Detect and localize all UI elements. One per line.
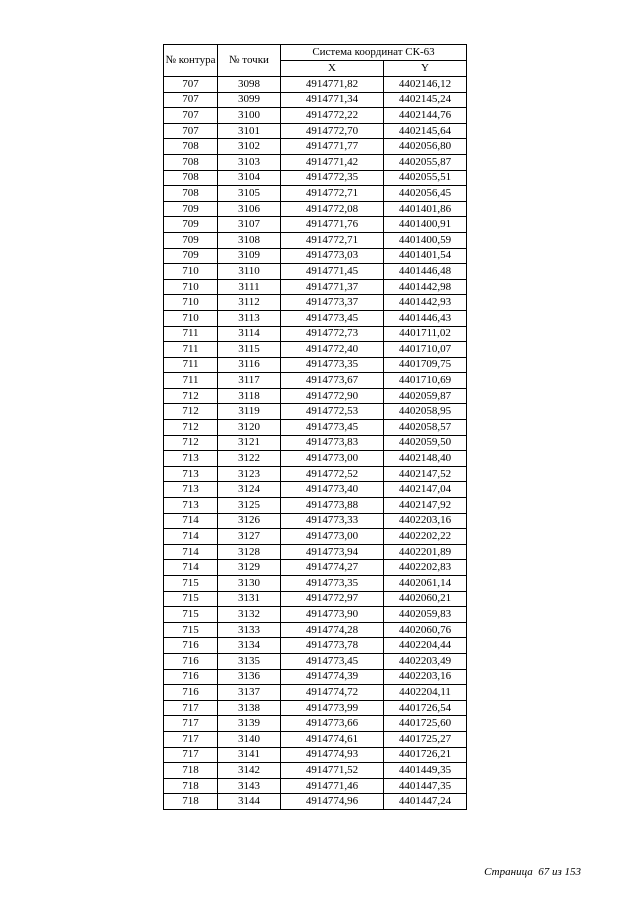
cell-point-no: 3112	[218, 295, 281, 311]
cell-point-no: 3103	[218, 154, 281, 170]
table-row	[164, 154, 467, 170]
cell-point-no: 3107	[218, 217, 281, 233]
cell-x: 4914774,72	[281, 685, 384, 701]
table-row	[164, 342, 467, 358]
cell-x: 4914773,45	[281, 653, 384, 669]
table-row	[164, 404, 467, 420]
cell-contour-no: 709	[164, 232, 218, 248]
cell-x: 4914772,53	[281, 404, 384, 420]
cell-y: 4402056,80	[384, 139, 467, 155]
cell-x: 4914772,73	[281, 326, 384, 342]
cell-contour-no: 716	[164, 669, 218, 685]
of-word: из	[551, 866, 562, 878]
cell-point-no: 3136	[218, 669, 281, 685]
cell-y: 4402147,52	[384, 466, 467, 482]
cell-contour-no: 712	[164, 420, 218, 436]
cell-point-no: 3139	[218, 716, 281, 732]
cell-contour-no: 714	[164, 529, 218, 545]
cell-y: 4401400,91	[384, 217, 467, 233]
cell-contour-no: 716	[164, 653, 218, 669]
cell-contour-no: 713	[164, 466, 218, 482]
cell-y: 4401446,48	[384, 264, 467, 280]
table-row	[164, 123, 467, 139]
table-row	[164, 451, 467, 467]
header-coordinate-system: Система координат СК-63	[281, 45, 467, 61]
table-row	[164, 498, 467, 514]
cell-point-no: 3102	[218, 139, 281, 155]
cell-x: 4914772,35	[281, 170, 384, 186]
cell-x: 4914772,71	[281, 232, 384, 248]
page-word: Страница	[484, 866, 533, 878]
cell-contour-no: 707	[164, 92, 218, 108]
cell-contour-no: 708	[164, 154, 218, 170]
cell-x: 4914771,34	[281, 92, 384, 108]
cell-point-no: 3141	[218, 747, 281, 763]
table-row	[164, 232, 467, 248]
table-row	[164, 778, 467, 794]
cell-x: 4914773,99	[281, 700, 384, 716]
cell-y: 4401447,35	[384, 778, 467, 794]
table-row	[164, 77, 467, 93]
cell-y: 4401401,86	[384, 201, 467, 217]
cell-point-no: 3113	[218, 310, 281, 326]
cell-y: 4402202,83	[384, 560, 467, 576]
cell-contour-no: 715	[164, 622, 218, 638]
table-row	[164, 716, 467, 732]
table-row	[164, 388, 467, 404]
cell-x: 4914772,90	[281, 388, 384, 404]
cell-point-no: 3126	[218, 513, 281, 529]
cell-contour-no: 708	[164, 170, 218, 186]
cell-y: 4402059,50	[384, 435, 467, 451]
cell-contour-no: 713	[164, 498, 218, 514]
cell-y: 4402060,21	[384, 591, 467, 607]
table-row	[164, 591, 467, 607]
cell-point-no: 3123	[218, 466, 281, 482]
table-row	[164, 217, 467, 233]
cell-y: 4401442,98	[384, 279, 467, 295]
cell-contour-no: 716	[164, 685, 218, 701]
cell-contour-no: 715	[164, 607, 218, 623]
cell-y: 4401447,24	[384, 794, 467, 810]
cell-point-no: 3140	[218, 731, 281, 747]
cell-point-no: 3105	[218, 186, 281, 202]
header-point-no: № точки	[218, 45, 281, 77]
cell-y: 4402201,89	[384, 544, 467, 560]
cell-x: 4914773,00	[281, 529, 384, 545]
table-header	[164, 45, 467, 77]
table-row	[164, 279, 467, 295]
table-row	[164, 669, 467, 685]
cell-contour-no: 714	[164, 544, 218, 560]
table-row	[164, 794, 467, 810]
cell-contour-no: 718	[164, 763, 218, 779]
cell-y: 4401726,21	[384, 747, 467, 763]
table-row	[164, 731, 467, 747]
cell-y: 4402202,22	[384, 529, 467, 545]
table-row	[164, 92, 467, 108]
cell-point-no: 3133	[218, 622, 281, 638]
table-row	[164, 108, 467, 124]
table-row	[164, 248, 467, 264]
table-row	[164, 482, 467, 498]
cell-point-no: 3124	[218, 482, 281, 498]
cell-y: 4402147,04	[384, 482, 467, 498]
table-row	[164, 653, 467, 669]
cell-y: 4402055,87	[384, 154, 467, 170]
cell-x: 4914771,76	[281, 217, 384, 233]
cell-contour-no: 712	[164, 435, 218, 451]
cell-point-no: 3138	[218, 700, 281, 716]
cell-point-no: 3100	[218, 108, 281, 124]
cell-x: 4914773,67	[281, 373, 384, 389]
cell-contour-no: 711	[164, 373, 218, 389]
cell-x: 4914773,90	[281, 607, 384, 623]
cell-point-no: 3121	[218, 435, 281, 451]
cell-contour-no: 707	[164, 123, 218, 139]
cell-contour-no: 710	[164, 264, 218, 280]
cell-y: 4402203,49	[384, 653, 467, 669]
cell-contour-no: 714	[164, 560, 218, 576]
cell-x: 4914774,28	[281, 622, 384, 638]
cell-contour-no: 713	[164, 482, 218, 498]
table-row	[164, 170, 467, 186]
table-row	[164, 560, 467, 576]
cell-point-no: 3109	[218, 248, 281, 264]
cell-contour-no: 708	[164, 186, 218, 202]
table-row	[164, 622, 467, 638]
cell-x: 4914771,42	[281, 154, 384, 170]
header-x: X	[281, 61, 384, 77]
cell-x: 4914773,35	[281, 576, 384, 592]
table-row	[164, 186, 467, 202]
table-row	[164, 700, 467, 716]
cell-x: 4914773,40	[281, 482, 384, 498]
cell-contour-no: 708	[164, 139, 218, 155]
cell-x: 4914772,52	[281, 466, 384, 482]
cell-point-no: 3104	[218, 170, 281, 186]
cell-y: 4402058,95	[384, 404, 467, 420]
cell-y: 4401401,54	[384, 248, 467, 264]
cell-contour-no: 711	[164, 326, 218, 342]
cell-y: 4402059,87	[384, 388, 467, 404]
table-row	[164, 607, 467, 623]
cell-point-no: 3125	[218, 498, 281, 514]
cell-x: 4914773,00	[281, 451, 384, 467]
cell-y: 4402204,11	[384, 685, 467, 701]
cell-x: 4914773,35	[281, 357, 384, 373]
cell-y: 4402059,83	[384, 607, 467, 623]
cell-contour-no: 712	[164, 388, 218, 404]
cell-y: 4402203,16	[384, 669, 467, 685]
cell-contour-no: 717	[164, 747, 218, 763]
cell-point-no: 3128	[218, 544, 281, 560]
cell-point-no: 3122	[218, 451, 281, 467]
cell-y: 4402056,45	[384, 186, 467, 202]
cell-x: 4914773,33	[281, 513, 384, 529]
cell-x: 4914773,45	[281, 420, 384, 436]
cell-x: 4914772,08	[281, 201, 384, 217]
cell-contour-no: 712	[164, 404, 218, 420]
cell-point-no: 3115	[218, 342, 281, 358]
cell-contour-no: 718	[164, 778, 218, 794]
cell-contour-no: 709	[164, 248, 218, 264]
cell-contour-no: 710	[164, 295, 218, 311]
cell-y: 4401725,27	[384, 731, 467, 747]
cell-y: 4401711,02	[384, 326, 467, 342]
table-row	[164, 638, 467, 654]
cell-contour-no: 707	[164, 108, 218, 124]
page-total: 153	[564, 866, 581, 878]
table-row	[164, 576, 467, 592]
cell-point-no: 3132	[218, 607, 281, 623]
cell-point-no: 3110	[218, 264, 281, 280]
cell-point-no: 3111	[218, 279, 281, 295]
table-row	[164, 747, 467, 763]
page-number: 67	[538, 866, 550, 878]
cell-x: 4914772,40	[281, 342, 384, 358]
cell-point-no: 3116	[218, 357, 281, 373]
cell-point-no: 3098	[218, 77, 281, 93]
cell-point-no: 3129	[218, 560, 281, 576]
cell-point-no: 3144	[218, 794, 281, 810]
cell-x: 4914773,88	[281, 498, 384, 514]
cell-point-no: 3143	[218, 778, 281, 794]
cell-x: 4914773,83	[281, 435, 384, 451]
cell-y: 4402061,14	[384, 576, 467, 592]
cell-contour-no: 717	[164, 716, 218, 732]
cell-point-no: 3119	[218, 404, 281, 420]
cell-point-no: 3106	[218, 201, 281, 217]
cell-x: 4914771,37	[281, 279, 384, 295]
cell-contour-no: 709	[164, 217, 218, 233]
cell-point-no: 3130	[218, 576, 281, 592]
cell-x: 4914772,97	[281, 591, 384, 607]
header-contour-no: № контура	[164, 45, 218, 77]
table-row	[164, 685, 467, 701]
cell-x: 4914773,45	[281, 310, 384, 326]
cell-contour-no: 709	[164, 201, 218, 217]
cell-y: 4401725,60	[384, 716, 467, 732]
cell-contour-no: 707	[164, 77, 218, 93]
cell-y: 4401710,07	[384, 342, 467, 358]
cell-y: 4402144,76	[384, 108, 467, 124]
cell-y: 4401449,35	[384, 763, 467, 779]
cell-contour-no: 717	[164, 731, 218, 747]
table-row	[164, 264, 467, 280]
cell-point-no: 3101	[218, 123, 281, 139]
cell-y: 4401709,75	[384, 357, 467, 373]
cell-x: 4914773,66	[281, 716, 384, 732]
cell-point-no: 3142	[218, 763, 281, 779]
cell-x: 4914771,45	[281, 264, 384, 280]
cell-point-no: 3120	[218, 420, 281, 436]
table-row	[164, 466, 467, 482]
cell-x: 4914773,03	[281, 248, 384, 264]
table-row	[164, 373, 467, 389]
cell-x: 4914774,93	[281, 747, 384, 763]
cell-point-no: 3108	[218, 232, 281, 248]
cell-y: 4401446,43	[384, 310, 467, 326]
cell-x: 4914774,96	[281, 794, 384, 810]
cell-y: 4402147,92	[384, 498, 467, 514]
table-row	[164, 310, 467, 326]
cell-point-no: 3131	[218, 591, 281, 607]
cell-point-no: 3099	[218, 92, 281, 108]
cell-point-no: 3127	[218, 529, 281, 545]
cell-y: 4402055,51	[384, 170, 467, 186]
cell-y: 4402146,12	[384, 77, 467, 93]
table-row	[164, 529, 467, 545]
cell-contour-no: 718	[164, 794, 218, 810]
header-y: Y	[384, 61, 467, 77]
cell-contour-no: 710	[164, 310, 218, 326]
cell-contour-no: 715	[164, 576, 218, 592]
cell-y: 4402148,40	[384, 451, 467, 467]
cell-contour-no: 713	[164, 451, 218, 467]
cell-y: 4401726,54	[384, 700, 467, 716]
cell-x: 4914774,61	[281, 731, 384, 747]
cell-x: 4914771,46	[281, 778, 384, 794]
table-row	[164, 357, 467, 373]
cell-y: 4402204,44	[384, 638, 467, 654]
cell-point-no: 3114	[218, 326, 281, 342]
cell-contour-no: 717	[164, 700, 218, 716]
cell-point-no: 3118	[218, 388, 281, 404]
table-row	[164, 420, 467, 436]
cell-y: 4402058,57	[384, 420, 467, 436]
cell-point-no: 3135	[218, 653, 281, 669]
cell-contour-no: 716	[164, 638, 218, 654]
cell-y: 4401442,93	[384, 295, 467, 311]
table-row	[164, 763, 467, 779]
cell-x: 4914773,78	[281, 638, 384, 654]
table-row	[164, 544, 467, 560]
table-row	[164, 201, 467, 217]
cell-x: 4914771,52	[281, 763, 384, 779]
cell-x: 4914772,70	[281, 123, 384, 139]
table-row	[164, 139, 467, 155]
cell-y: 4402145,24	[384, 92, 467, 108]
cell-point-no: 3134	[218, 638, 281, 654]
coordinates-table	[163, 44, 467, 810]
cell-y: 4402145,64	[384, 123, 467, 139]
page-footer	[484, 866, 581, 878]
table-body	[164, 77, 467, 810]
cell-y: 4402060,76	[384, 622, 467, 638]
cell-y: 4401400,59	[384, 232, 467, 248]
cell-contour-no: 715	[164, 591, 218, 607]
cell-y: 4402203,16	[384, 513, 467, 529]
table-row	[164, 435, 467, 451]
cell-x: 4914771,77	[281, 139, 384, 155]
cell-y: 4401710,69	[384, 373, 467, 389]
cell-x: 4914773,37	[281, 295, 384, 311]
table-row	[164, 513, 467, 529]
cell-x: 4914774,39	[281, 669, 384, 685]
cell-x: 4914771,82	[281, 77, 384, 93]
cell-point-no: 3117	[218, 373, 281, 389]
cell-point-no: 3137	[218, 685, 281, 701]
cell-x: 4914772,71	[281, 186, 384, 202]
cell-x: 4914774,27	[281, 560, 384, 576]
cell-contour-no: 711	[164, 342, 218, 358]
cell-contour-no: 710	[164, 279, 218, 295]
cell-contour-no: 711	[164, 357, 218, 373]
cell-x: 4914772,22	[281, 108, 384, 124]
table-row	[164, 295, 467, 311]
table-row	[164, 326, 467, 342]
cell-x: 4914773,94	[281, 544, 384, 560]
cell-contour-no: 714	[164, 513, 218, 529]
